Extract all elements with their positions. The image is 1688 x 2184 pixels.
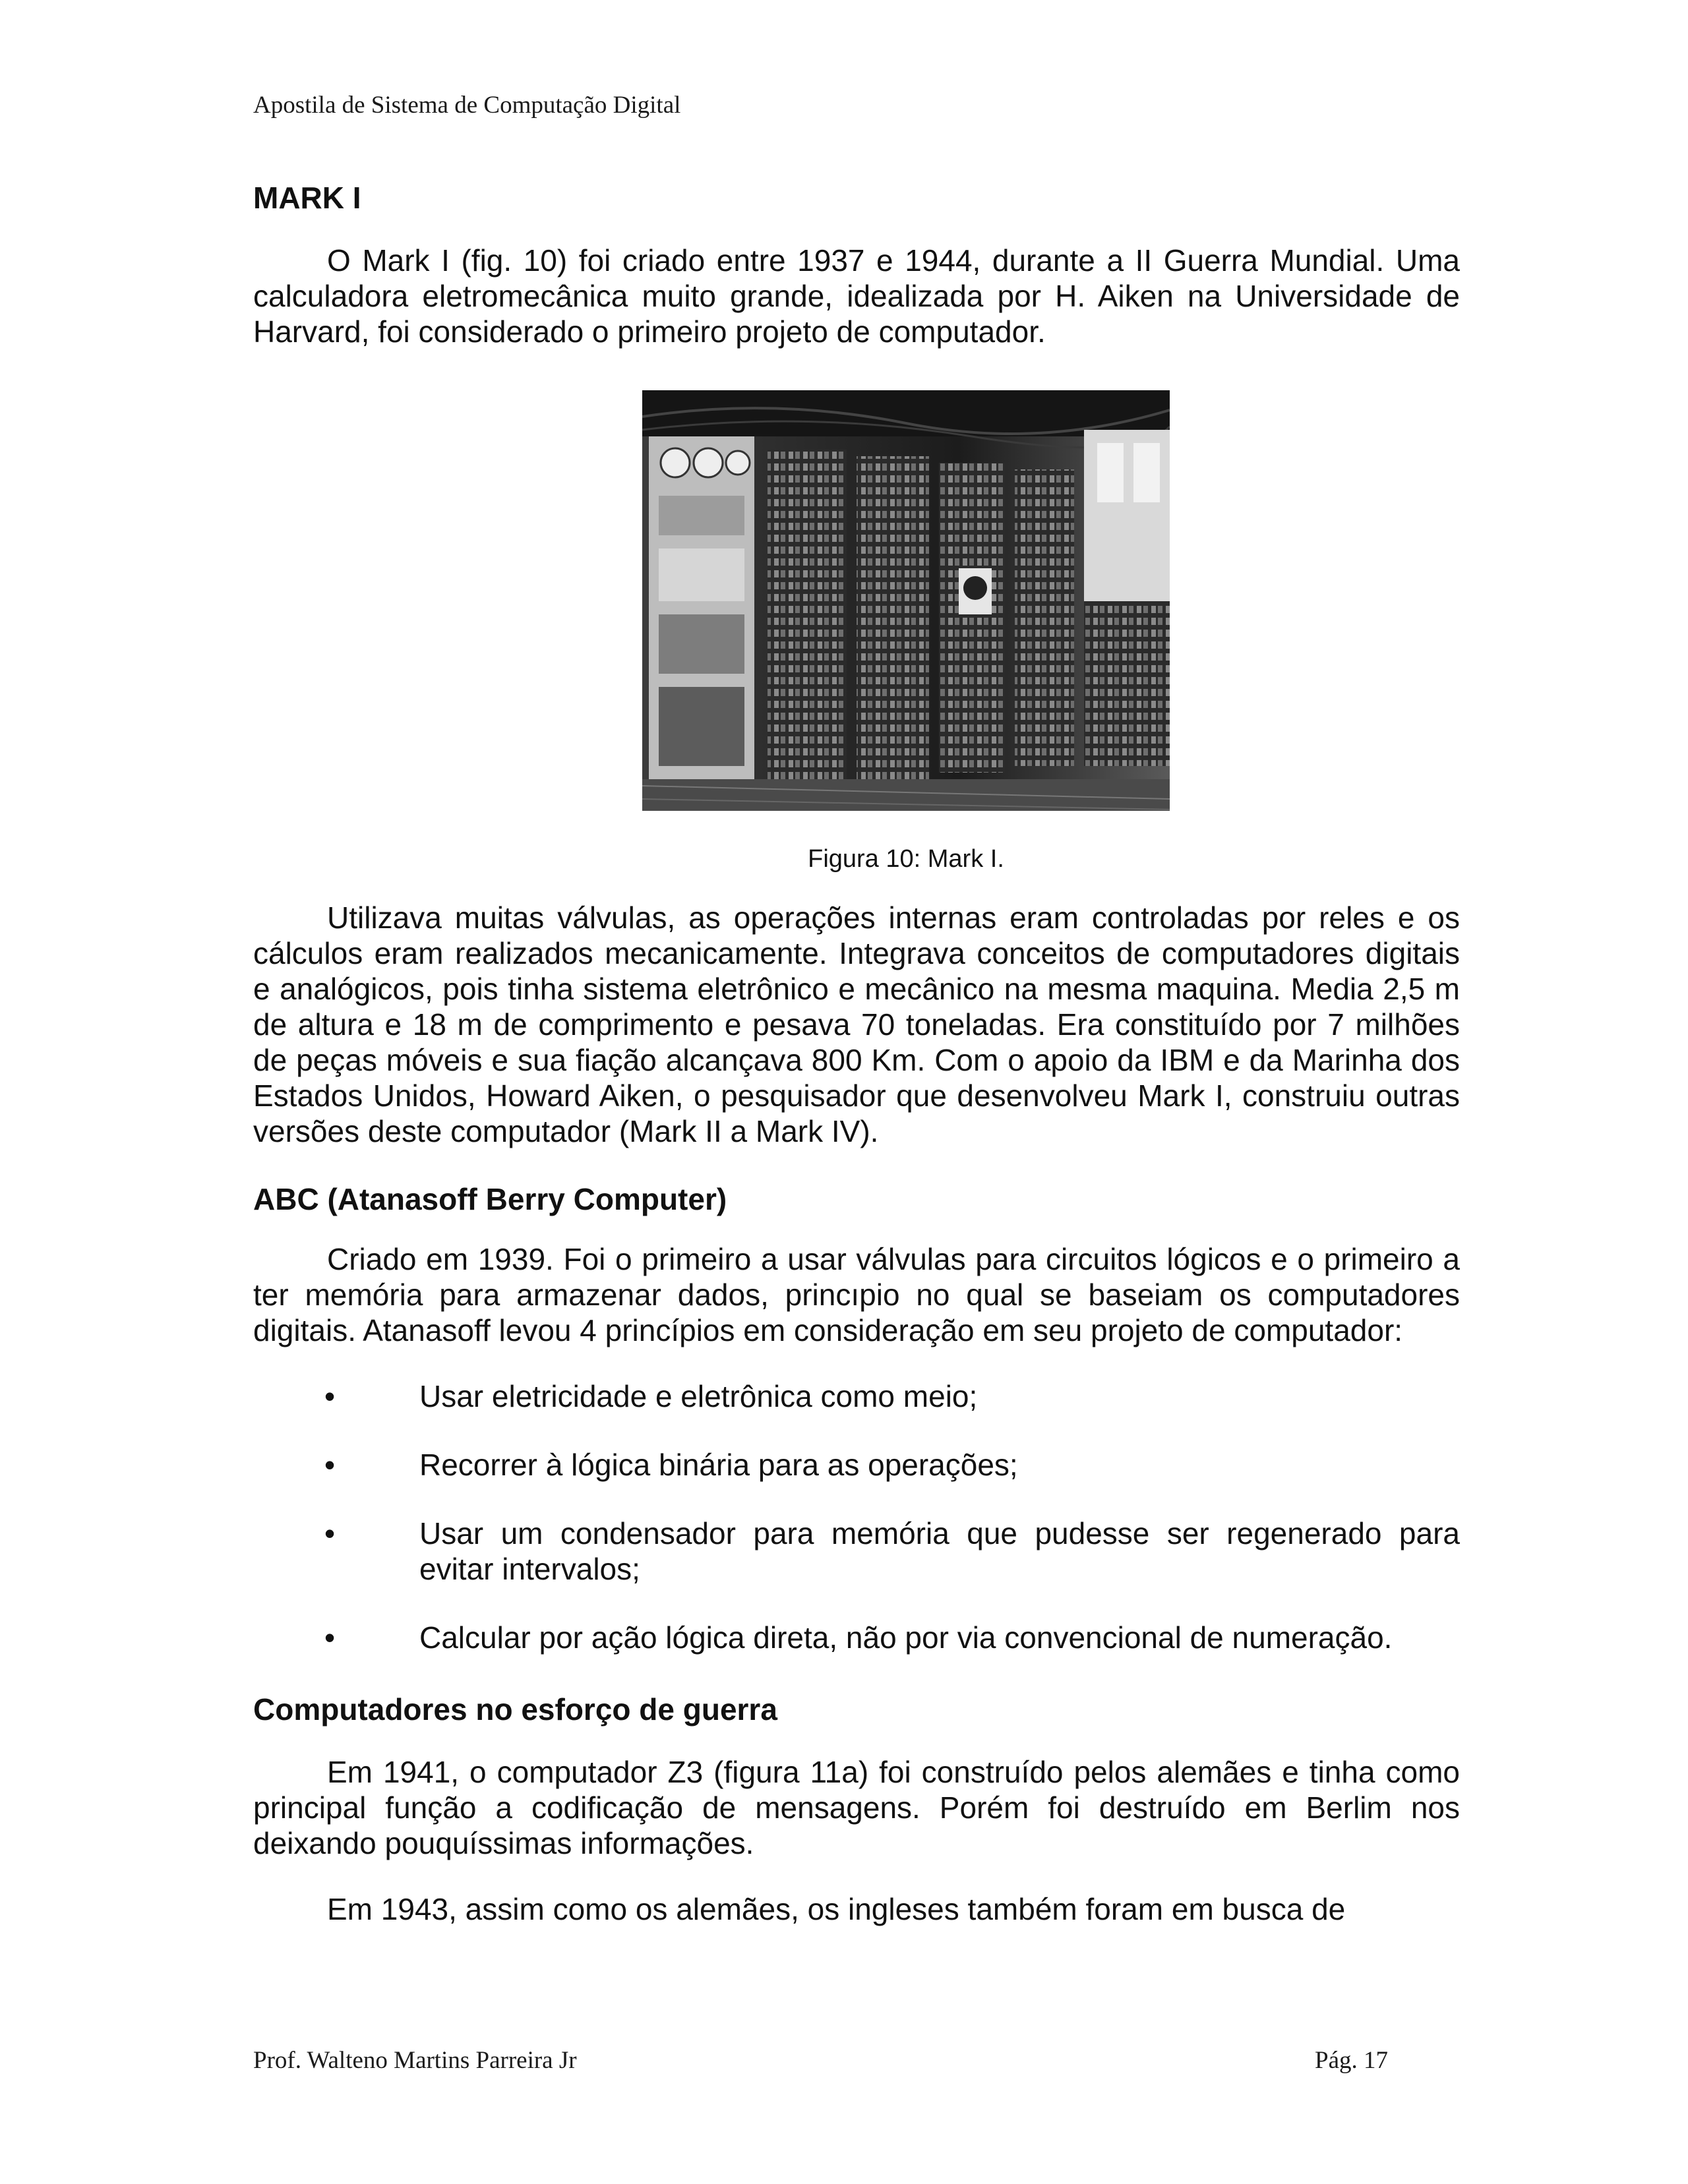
section-heading-war: Computadores no esforço de guerra (253, 1692, 777, 1727)
list-item (253, 1378, 1460, 1414)
figure-caption: Figura 10: Mark I. (808, 845, 1004, 873)
bullet-icon: • (324, 1620, 336, 1655)
list-item (253, 1447, 1460, 1483)
mark1-photo (642, 390, 1170, 811)
list-item-text: Usar eletricidade e eletrônica como meio; (419, 1379, 978, 1413)
running-header: Apostila de Sistema de Computação Digital (253, 92, 681, 119)
page-content (253, 178, 1460, 1927)
abc-principles-list (253, 1378, 1460, 1655)
page-number: Pág. 17 (1315, 2047, 1388, 2074)
paragraph-mark1-intro: O Mark I (fig. 10) foi criado entre 1937 e 1944, durante a II Guerra Mundial. Uma calculadora eletromecânica muito grande, idealizada por H. Aiken na Universidade de Harvard, foi considerado o primeiro projeto de computador. (253, 243, 1460, 349)
paragraph-war-english: Em 1943, assim como os alemães, os ingleses também foram em busca de (327, 1892, 1346, 1926)
list-item-text: Recorrer à lógica binária para as operações; (419, 1448, 1018, 1482)
list-item (253, 1620, 1460, 1655)
paragraph-mark1-details: Utilizava muitas válvulas, as operações internas eram controladas por reles e os cálculos eram realizados mecanicamente. Integrava conceitos de computadores digitais e analógicos, pois tinha sistema eletrônico e mecânico na mesma maquina. Media 2,5 m de altura e 18 m de comprimento e pesava 70 toneladas. Era constituído por 7 milhões de peças móveis e sua fiação alcançava 800 Km. Com o apoio da IBM e da Marinha dos Estados Unidos, Howard Aiken, o pesquisador que desenvolveu Mark I, construiu outras versões deste computador (Mark II a Mark IV). (253, 900, 1460, 1148)
paragraph-war-z3: Em 1941, o computador Z3 (figura 11a) foi construído pelos alemães e tinha como principal função a codificação de mensagens. Porém foi destruído em Berlim nos deixando pouquíssimas informações. (253, 1755, 1460, 1860)
figure-mark1 (253, 390, 1460, 873)
bullet-icon: • (324, 1379, 336, 1413)
footer-author: Prof. Walteno Martins Parreira Jr (253, 2047, 577, 2074)
paragraph-abc-intro: Criado em 1939. Foi o primeiro a usar válvulas para circuitos lógicos e o primeiro a ter memória para armazenar dados, princıpio no qual se baseiam os computadores digitais. Atanasoff levou 4 princípios em consideração em seu projeto de computador: (253, 1242, 1460, 1347)
bullet-icon: • (324, 1516, 336, 1550)
mark1-photo-illustration (642, 390, 1170, 811)
list-item-text: Usar um condensador para memória que pudesse ser regenerado para evitar intervalos; (419, 1516, 1460, 1586)
section-heading-mark1: MARK I (253, 181, 361, 215)
bullet-icon: • (324, 1448, 336, 1482)
section-heading-abc: ABC (Atanasoff Berry Computer) (253, 1182, 727, 1216)
list-item (253, 1516, 1460, 1587)
list-item-text: Calcular por ação lógica direta, não por via convencional de numeração. (419, 1620, 1393, 1655)
